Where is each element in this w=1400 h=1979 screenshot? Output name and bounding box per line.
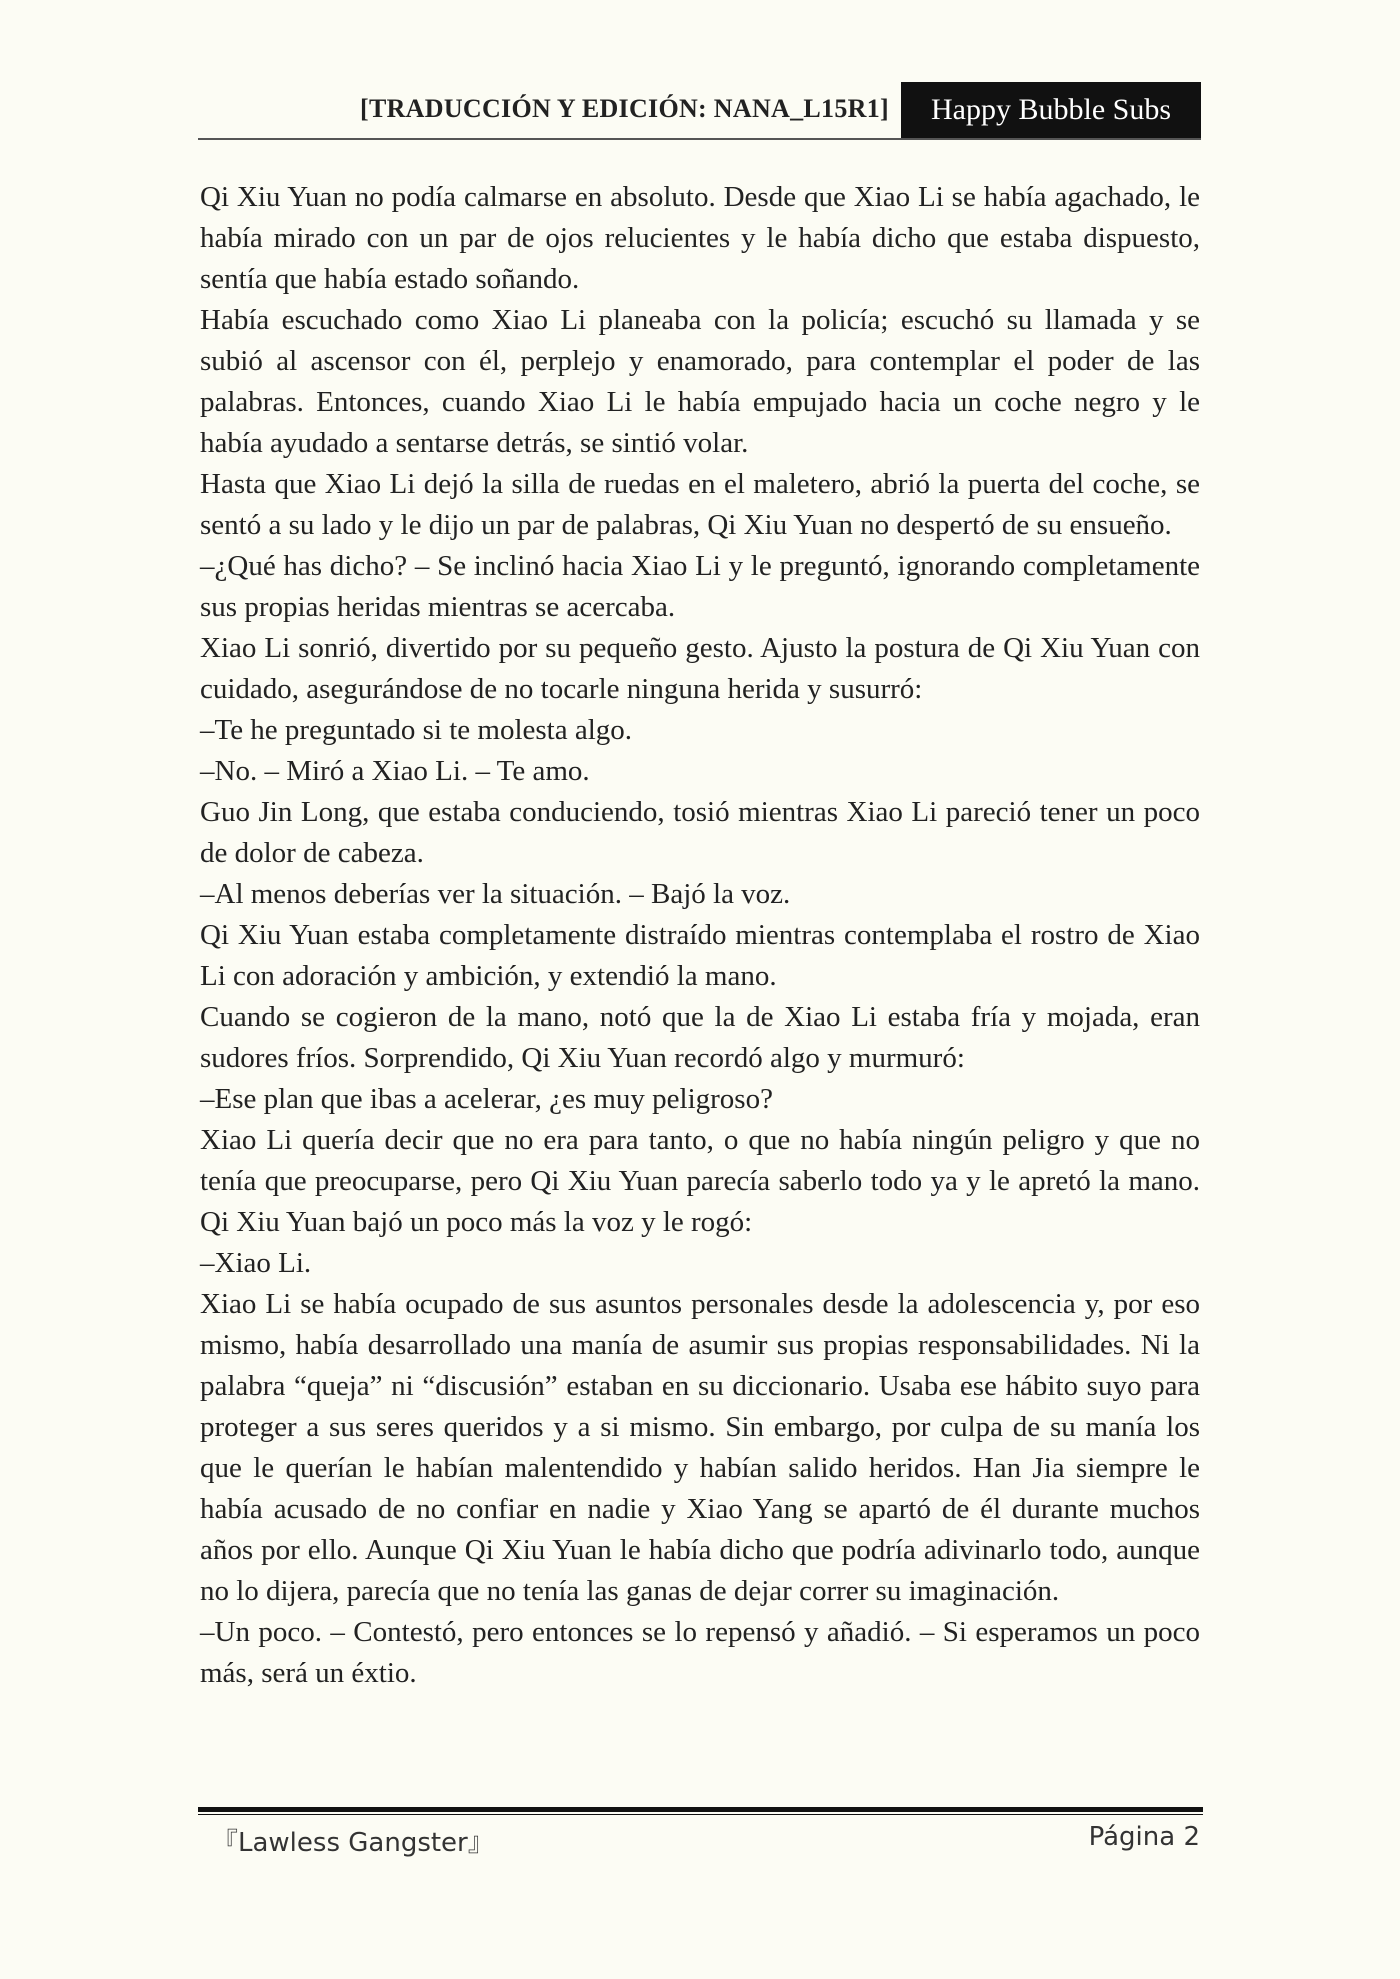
- paragraph: Había escuchado como Xiao Li planeaba con la policía; escuchó su llamada y se subió al ascensor con él, perplejo y enamorado, para contemplar el poder de las palabras. Entonces, cuando Xiao Li le había empujado hacia un coche negro y le había ayudado a sentarse detrás, se sintió volar.: [200, 304, 1200, 459]
- page-number: Página 2: [1088, 1822, 1200, 1852]
- footer-divider-thin: [198, 1814, 1203, 1815]
- paragraph: Qi Xiu Yuan estaba completamente distraído mientras contemplaba el rostro de Xiao Li con adoración y ambición, y extendió la mano.: [200, 919, 1200, 992]
- paragraph: –Ese plan que ibas a acelerar, ¿es muy peligroso?: [200, 1083, 773, 1115]
- body-text: [200, 177, 1200, 1694]
- paragraph: –Un poco. – Contestó, pero entonces se lo repensó y añadió. – Si esperamos un poco más, será un éxtio.: [200, 1616, 1200, 1689]
- paragraph: Cuando se cogieron de la mano, notó que la de Xiao Li estaba fría y mojada, eran sudores fríos. Sorprendido, Qi Xiu Yuan recordó algo y murmuró:: [200, 1001, 1200, 1074]
- paragraph: –Te he preguntado si te molesta algo.: [200, 714, 633, 746]
- paragraph: Guo Jin Long, que estaba conduciendo, tosió mientras Xiao Li pareció tener un poco de dolor de cabeza.: [200, 796, 1200, 869]
- page-header: [198, 82, 1201, 140]
- paragraph: –No. – Miró a Xiao Li. – Te amo.: [200, 755, 590, 787]
- paragraph: –¿Qué has dicho? – Se inclinó hacia Xiao Li y le preguntó, ignorando completamente sus propias heridas mientras se acercaba.: [200, 550, 1200, 623]
- footer-divider: [198, 1807, 1203, 1812]
- group-badge: Happy Bubble Subs: [901, 82, 1201, 138]
- paragraph: Xiao Li quería decir que no era para tanto, o que no había ningún peligro y que no tenía que preocuparse, pero Qi Xiu Yuan parecía saberlo todo ya y le apretó la mano. Qi Xiu Yuan bajó un poco más la voz y le rogó:: [200, 1124, 1200, 1238]
- paragraph: Xiao Li se había ocupado de sus asuntos personales desde la adolescencia y, por eso mismo, había desarrollado una manía de asumir sus propias responsabilidades. Ni la palabra “queja” ni “discusión” estaban en su diccionario. Usaba ese hábito suyo para proteger a sus seres queridos y a si mismo. Sin embargo, por culpa de su manía los que le querían le habían malentendido y habían salido heridos. Han Jia siempre le había acusado de no confiar en nadie y Xiao Yang se apartó de él durante muchos años por ello. Aunque Qi Xiu Yuan le había dicho que podría adivinarlo todo, aunque no lo dijera, parecía que no tenía las ganas de dejar correr su imaginación.: [200, 1288, 1200, 1607]
- paragraph: Qi Xiu Yuan no podía calmarse en absoluto. Desde que Xiao Li se había agachado, le había mirado con un par de ojos relucientes y le había dicho que estaba dispuesto, sentía que había estado soñando.: [200, 181, 1200, 295]
- paragraph: Hasta que Xiao Li dejó la silla de ruedas en el maletero, abrió la puerta del coche, se sentó a su lado y le dijo un par de palabras, Qi Xiu Yuan no despertó de su ensueño.: [200, 468, 1200, 541]
- paragraph: –Xiao Li.: [200, 1247, 312, 1279]
- paragraph: Xiao Li sonrió, divertido por su pequeño gesto. Ajusto la postura de Qi Xiu Yuan con cuidado, asegurándose de no tocarle ninguna herida y susurró:: [200, 632, 1200, 705]
- translation-credit: [TRADUCCIÓN Y EDICIÓN: NANA_L15R1]: [360, 94, 889, 123]
- book-title: 『Lawless Gangster』: [212, 1828, 494, 1858]
- paragraph: –Al menos deberías ver la situación. – Bajó la voz.: [200, 878, 791, 910]
